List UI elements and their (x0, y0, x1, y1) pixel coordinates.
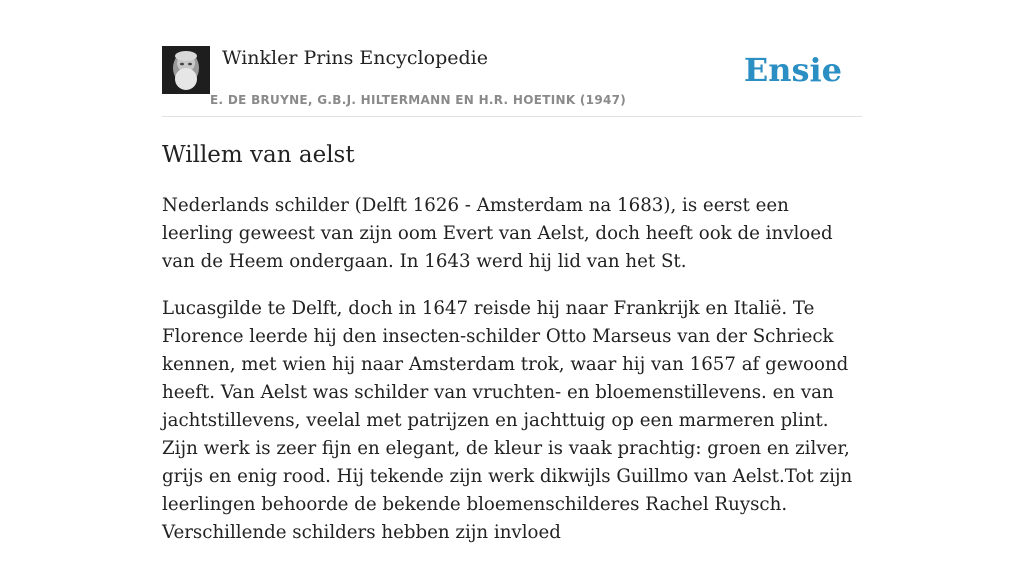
article-body (162, 192, 862, 566)
source-authors: E. DE BRUYNE, G.B.J. HILTERMANN EN H.R. HOETINK (1947) (210, 93, 627, 107)
ensie-logo[interactable]: Ensie (743, 51, 842, 89)
page-title: Willem van aelst (162, 142, 355, 168)
article-paragraph: Nederlands schilder (Delft 1626 - Amsterdam na 1683), is eerst een leerling geweest van zijn oom Evert van Aelst, doch heeft ook de invloed van de Heem ondergaan. In 1643 werd hij lid van het St. (162, 195, 833, 272)
source-title[interactable]: Winkler Prins Encyclopedie (222, 47, 488, 69)
author-avatar[interactable] (162, 46, 210, 94)
article-paragraph: Lucasgilde te Delft, doch in 1647 reisde hij naar Frankrijk en Italië. Te Florence leerde hij den insecten-schilder Otto Marseus van der Schrieck kennen, met wien hij naar Amsterdam trok, waar hij van 1657 af gewoond heeft. Van Aelst was schilder van vruchten- en bloemenstillevens. en van jachtstillevens, veelal met patrijzen en jachttuig op een marmeren plint. Zijn werk is zeer fijn en elegant, de kleur is vaak prachtig: groen en zilver, grijs en enig rood. Hij tekende zijn werk dikwijls Guillmo van Aelst.Tot zijn leerlingen behoorde de bekende bloemenschilderes Rachel Ruysch. Verschillende schilders hebben zijn invloed (162, 298, 853, 543)
source-header (162, 46, 862, 117)
portrait-photo-icon (162, 46, 210, 94)
